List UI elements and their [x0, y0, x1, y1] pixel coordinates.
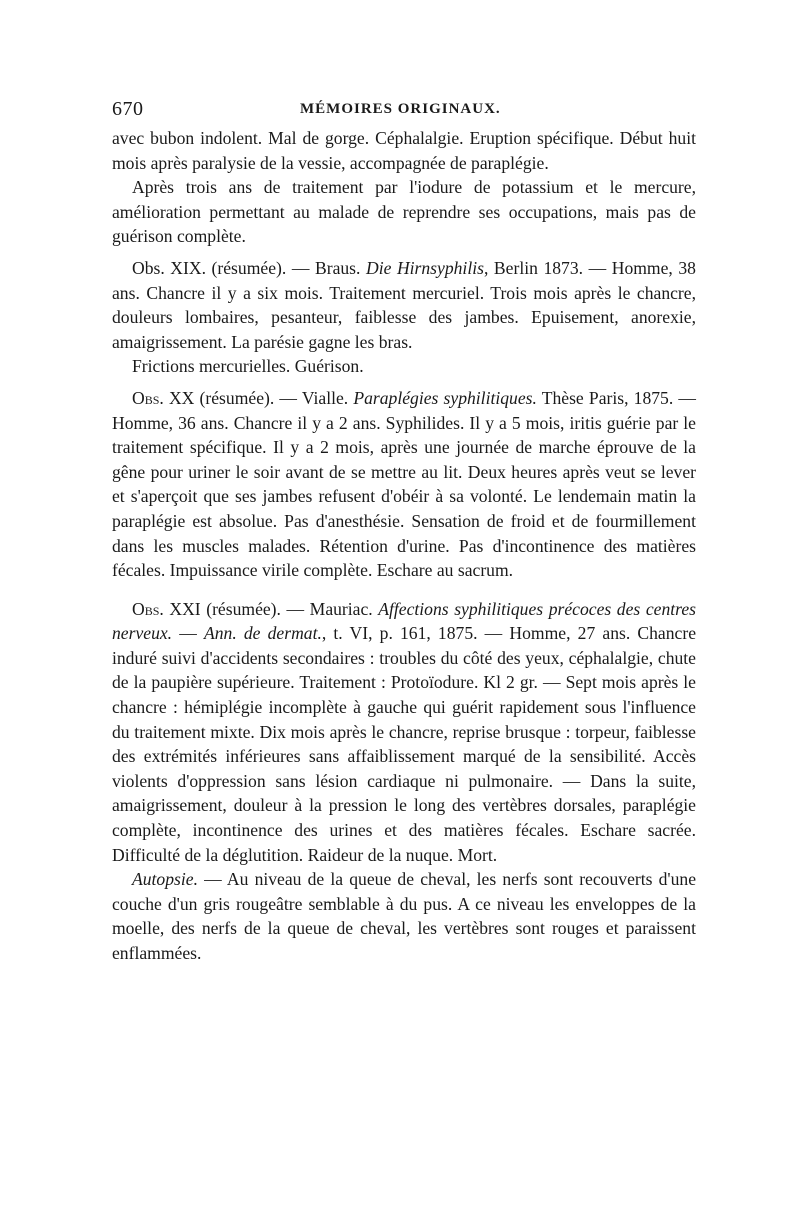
paragraph-autopsy — [112, 867, 696, 965]
obs-xxi-journal: Ann. de dermat. — [203, 623, 322, 644]
paragraph-obs-xix-outcome: Frictions mercurielles. Guérison. — [132, 356, 364, 377]
obs-xxi-body: , t. VI, p. 161, 1875. — Homme, 27 ans. Chancre induré suivi d'accidents secondaires : troubles du côté des yeux, céphalalgie, chute de la paupière supérieure. Traitement : Protoïodure. Kl 2 gr. — Sept mois après le chancre : hémiplégie incomplète à gauche qui guérit rapidement sous l'influence du traitement mixte. Dix mois après le chancre, reprise brusque : torpeur, faiblesse des extrémités inférieures sans affaiblissement marqué de la sensibilité. Accès violents d'oppression sans lésion cardiaque ni pulmonaire. — Dans la suite, amaigrissement, douleur à la pression le long des vertèbres dorsales, paraplégie complète, incontinence des urines et des matières fécales. Eschare sacrée. Difficulté de la déglutition. Raideur de la nuque. Mort. — [112, 623, 697, 865]
document-page — [112, 98, 696, 966]
autopsy-body: — Au niveau de la queue de cheval, les nerfs sont recouverts d'une couche d'un gris rougeâtre semblable à du pus. A ce niveau les enveloppes de la moelle, des nerfs de la queue de cheval, les vertèbres sont rouges et paraissent enflammées. — [112, 869, 696, 963]
autopsy-label: Autopsie. — [132, 869, 198, 890]
obs-xx-lead: XX (résumée). — Vialle. — [163, 387, 354, 408]
paragraph-treatment: Après trois ans de traitement par l'iodure de potassium et le mercure, amélioration permettant au malade de reprendre ses occupations, mais pas de guérison complète. — [112, 177, 696, 247]
paragraph-obs-xx — [112, 386, 696, 583]
paragraph-obs-xxi — [112, 597, 696, 868]
obs-xix-lead: Obs. XIX. (résumée). — Braus. — [132, 257, 366, 278]
paragraph-obs-xix — [112, 256, 696, 354]
paragraph-continuation: avec bubon indolent. Mal de gorge. Céphalalgie. Eruption spécifique. Début huit mois après paralysie de la vessie, accompagnée de paraplégie. — [112, 128, 696, 173]
obs-xxi-lead: XXI (résumée). — Mauriac. — [163, 598, 379, 619]
page-header — [112, 98, 696, 126]
obs-xx-label: Obs. — [132, 387, 164, 408]
page-number: 670 — [112, 98, 144, 120]
obs-xix-source-title: Die Hirnsyphilis — [365, 257, 484, 278]
obs-xxi-separator: — — [172, 623, 204, 644]
obs-xxi-source-title: Affections syphilitiques précoces des centres nerveux. — [112, 598, 696, 644]
obs-xxi-label: Obs. — [132, 598, 164, 619]
obs-xx-source-title: Paraplégies syphilitiques. — [353, 387, 537, 408]
running-title: MÉMOIRES ORIGINAUX. — [300, 101, 501, 117]
obs-xix-body: , Berlin 1873. — Homme, 38 ans. Chancre il y a six mois. Traitement mercuriel. Trois mois après le chancre, douleurs lombaires, pesanteur, faiblesse des jambes. Epuisement, anorexie, amaigrissement. La parésie gagne les bras. — [112, 257, 696, 352]
obs-xx-body: Thèse Paris, 1875. — Homme, 36 ans. Chancre il y a 2 ans. Syphilides. Il y a 5 mois, iritis guérie par le traitement spécifique. Il y a 2 mois, après une journée de marche éprouve de la gêne pour uriner le soir avant de se mettre au lit. Deux heures après veut se lever et s'aperçoit que ses jambes refusent d'obéir à sa volonté. Le lendemain matin la paraplégie est absolue. Pas d'anesthésie. Sensation de froid et de fourmillement dans les muscles malades. Rétention d'urine. Pas d'incontinence des matières fécales. Impuissance virile complète. Eschare au sacrum. — [112, 387, 696, 581]
